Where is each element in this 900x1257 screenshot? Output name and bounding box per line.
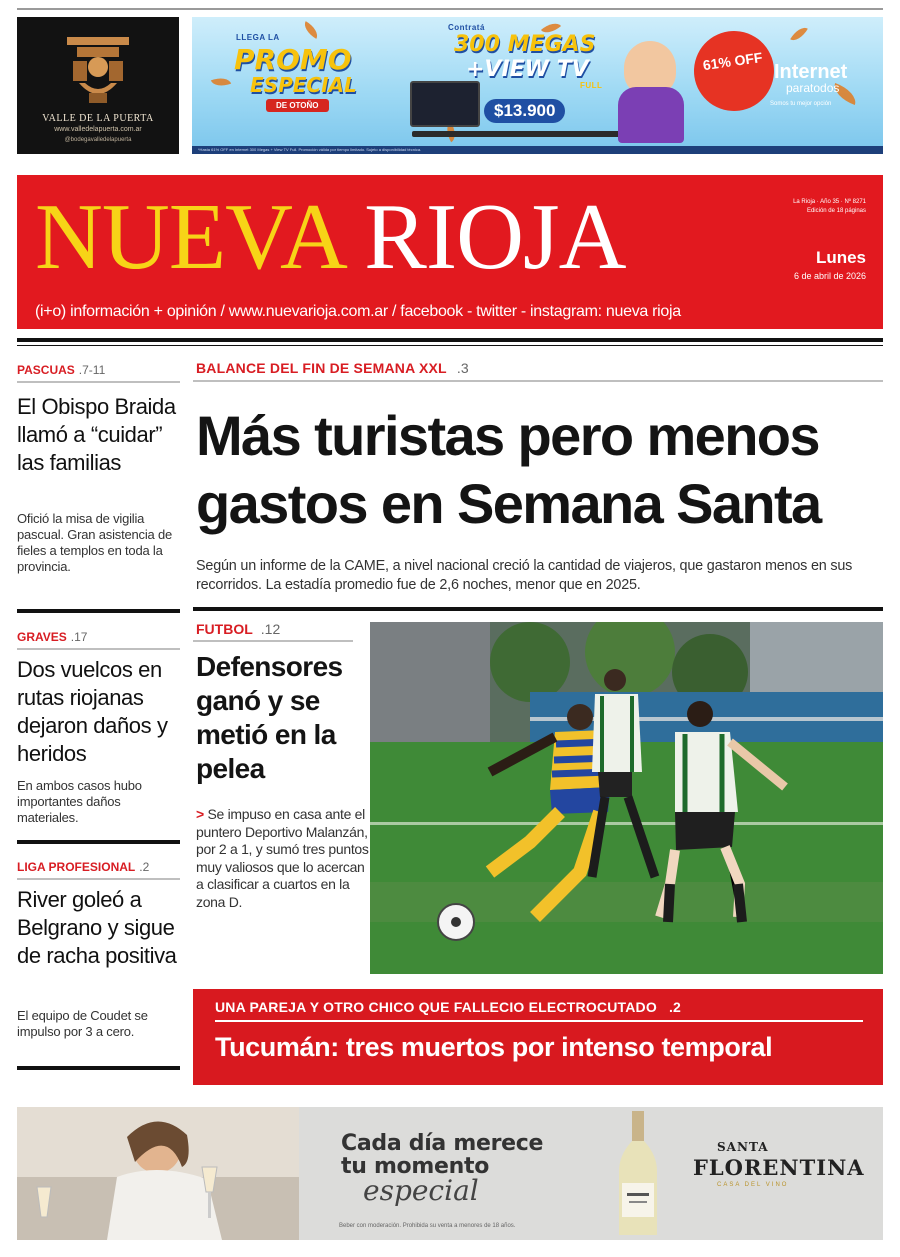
- issue-date: 6 de abril de 2026: [793, 271, 866, 281]
- masthead-rule: [17, 338, 883, 342]
- newspaper-title[interactable]: [35, 187, 626, 287]
- sidebar-summary: Ofició la misa de vigilia pascual. Gran asistencia de fieles a templos en toda la provincia.: [17, 511, 173, 574]
- promo-logos-strip: [412, 131, 632, 137]
- wine-slogan-line-3: especial: [363, 1174, 479, 1207]
- leaf-icon: [790, 24, 808, 45]
- internet-brand: Internet: [774, 61, 848, 83]
- combo-megas: 300 MEGAS: [454, 32, 596, 57]
- edition-info: [793, 198, 866, 216]
- red-headline: Tucumán: tres muertos por intenso temporal: [215, 1032, 773, 1062]
- sidebar-kicker: PASCUAS .7-11: [17, 363, 106, 377]
- tv-icon: [410, 81, 480, 127]
- edition-pages: Edición de 18 páginas: [806, 208, 866, 214]
- combo-small-text: Contratá: [448, 23, 485, 32]
- promo-especial: ESPECIAL: [250, 73, 357, 97]
- edition-line: La Rioja · Año 35 · Nº 8271: [793, 199, 866, 205]
- logo-social: @bodegavalledelapuerta: [64, 137, 132, 143]
- logo-url: www.valledelapuerta.com.ar: [54, 126, 142, 133]
- divider: [17, 648, 180, 650]
- sidebar-headline[interactable]: River goleó a Belgrano y sigue de racha positiva: [17, 887, 177, 968]
- football-match-photo[interactable]: [370, 622, 883, 974]
- internet-brand-sub: paratodos: [786, 81, 840, 95]
- winery-logo-icon: [59, 31, 137, 109]
- divider: [215, 1020, 863, 1022]
- promo-otono-tag: DE OTOÑO: [266, 99, 329, 112]
- divider: [17, 381, 180, 383]
- leaf-icon: [211, 74, 231, 90]
- divider: [193, 380, 883, 382]
- promo-price: $13.900: [484, 99, 565, 123]
- temporal-story-box[interactable]: [193, 989, 883, 1085]
- wine-slogan-line-2: tu momento: [341, 1154, 490, 1179]
- title-rioja: RIOJA: [364, 185, 626, 289]
- wine-brand-line-1: SANTA: [717, 1140, 769, 1154]
- internet-brand-tag: Somos tu mejor opción: [770, 101, 832, 107]
- main-headline-line-1: Más turistas pero menos: [196, 404, 819, 467]
- combo-full: FULL: [580, 81, 603, 90]
- wine-brand-line-3: CASA DEL VINO: [717, 1182, 789, 1188]
- main-headline[interactable]: [196, 402, 886, 538]
- masthead-rule-thin: [17, 345, 883, 346]
- main-dek: Según un informe de la CAME, a nivel nacional creció la cantidad de viajeros, que gastaron menos en sus recorridos. La estadía promedio fue de 2,6 noches, menor que en 2025.: [196, 558, 853, 593]
- combo-view: +VIEW TV: [466, 57, 589, 82]
- main-kicker: BALANCE DEL FIN DE SEMANA XXL .3: [196, 360, 469, 376]
- futbol-kicker: FUTBOL .12: [196, 621, 281, 637]
- promo-word: PROMO: [234, 43, 352, 76]
- sidebar-headline[interactable]: El Obispo Braida llamó a “cuidar” las familias: [17, 394, 176, 475]
- divider: [17, 840, 180, 844]
- wine-slogan-line-1: Cada día merece: [341, 1131, 544, 1156]
- avatar-body: [618, 87, 684, 143]
- title-nueva: NUEVA: [35, 185, 342, 289]
- internet-promo-ad[interactable]: [192, 17, 883, 154]
- wine-ad-photo: [17, 1107, 299, 1240]
- promo-fine-print: *Hasta 61% OFF en Internet 300 Megas + View TV Full. Promoción válida por tiempo limitado. Sujeto a disponibilidad técnica.: [192, 146, 883, 154]
- futbol-body: [196, 806, 371, 912]
- woman-with-wine-illustration: [17, 1107, 299, 1240]
- logo-name: VALLE DE LA PUERTA: [42, 113, 154, 124]
- futbol-body-text: Se impuso en casa ante el puntero Deportivo Malanzán, por 2 a 1, y sumó tres puntos muy valiosos que lo acercan a clasificar a cuartos en la zona D.: [196, 806, 369, 910]
- sidebar-kicker: GRAVES .17: [17, 630, 88, 644]
- arrow-icon: >: [196, 806, 204, 822]
- valle-de-la-puerta-ad[interactable]: [17, 17, 179, 154]
- discount-badge: 61% OFF: [689, 26, 779, 116]
- promo-small-text: LLEGA LA: [236, 33, 280, 42]
- wine-legal: Beber con moderación. Prohibida su venta a menores de 18 años.: [339, 1223, 516, 1229]
- divider: [193, 640, 353, 642]
- divider: [17, 878, 180, 880]
- sidebar-summary: El equipo de Coudet se impulso por 3 a cero.: [17, 1008, 148, 1039]
- divider: [17, 609, 180, 613]
- top-rule: [17, 8, 883, 10]
- football-photo-illustration: [370, 622, 883, 974]
- masthead: [17, 175, 883, 329]
- main-headline-line-2: gastos en Semana Santa: [196, 472, 821, 535]
- wine-bottle-icon: [617, 1111, 659, 1237]
- red-kicker: UNA PAREJA Y OTRO CHICO QUE FALLECIO ELECTROCUTADO .2: [215, 999, 682, 1015]
- divider: [17, 1066, 180, 1070]
- sidebar-summary: En ambos casos hubo importantes daños materiales.: [17, 778, 142, 825]
- masthead-subline[interactable]: (i+o) información + opinión / www.nuevarioja.com.ar / facebook - twitter - instagram: nueva rioja: [35, 303, 681, 320]
- wine-brand-line-2: FLORENTINA: [693, 1155, 865, 1180]
- sidebar-kicker: LIGA PROFESIONAL .2: [17, 860, 150, 874]
- sidebar-headline[interactable]: Dos vuelcos en rutas riojanas dejaron daños y heridos: [17, 657, 168, 766]
- futbol-headline[interactable]: Defensores ganó y se metió en la pelea: [196, 651, 343, 784]
- divider: [193, 607, 883, 611]
- leaf-icon: [301, 21, 322, 39]
- issue-day: Lunes: [815, 248, 866, 267]
- santa-florentina-ad[interactable]: [17, 1107, 883, 1240]
